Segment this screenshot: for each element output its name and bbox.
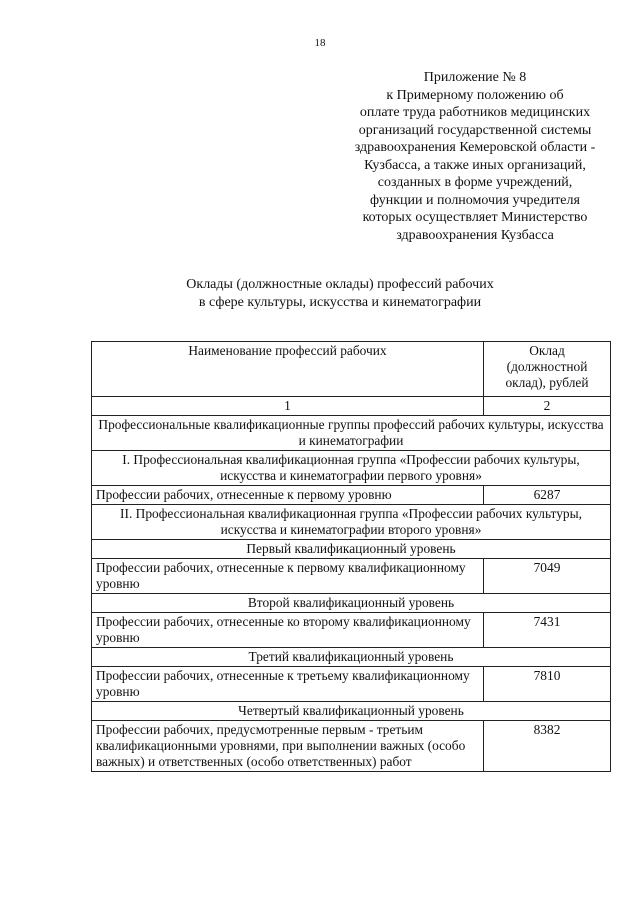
appendix-line: которых осуществляет Министерство: [362, 210, 588, 225]
profession-name: Профессии рабочих, отнесенные к первому квалификационному уровню: [92, 559, 484, 594]
table-row: [92, 667, 611, 702]
appendix-line: к Примерному положению об: [386, 87, 564, 103]
profession-name: Профессии рабочих, отнесенные к первому уровню: [92, 486, 484, 505]
group2-title-row: [92, 505, 611, 540]
appendix-line: Приложение № 8: [423, 70, 527, 85]
column-number-row: [92, 397, 611, 416]
level-row: [92, 540, 611, 559]
table-header-row: [92, 342, 611, 397]
qualification-level: Четвертый квалификационный уровень: [92, 702, 611, 721]
group2-title: II. Профессиональная квалификационная группа «Профессии рабочих культуры, искусства и кинематографии второго уровня»: [92, 505, 611, 540]
appendix-line: здравоохранения Кемеровской области -: [354, 140, 596, 155]
appendix-line: организаций государственной системы: [358, 122, 592, 138]
appendix-header: [330, 69, 620, 244]
salary-table: [91, 341, 611, 772]
salary-value: 7810: [484, 667, 611, 702]
qualification-level: Третий квалификационный уровень: [92, 648, 611, 667]
group-heading: Профессиональные квалификационные группы профессий рабочих культуры, искусства и кинематографии: [92, 416, 611, 451]
profession-name: Профессии рабочих, предусмотренные первым - третьим квалификационными уровнями, при выполнении важных (особо важных) и ответственных (особо ответственных) работ: [92, 721, 484, 772]
header-profession-name: Наименование профессий рабочих: [92, 342, 484, 397]
table-row: [92, 613, 611, 648]
table-row: [92, 559, 611, 594]
group-heading-row: [92, 416, 611, 451]
qualification-level: Первый квалификационный уровень: [92, 540, 611, 559]
appendix-line: созданных в форме учреждений,: [377, 175, 573, 190]
appendix-line: Кузбасса, а также иных организаций,: [364, 157, 586, 173]
salary-value: 8382: [484, 721, 611, 772]
header-salary: Оклад (должностной оклад), рублей: [484, 342, 611, 397]
table-row: [92, 486, 611, 505]
page-number: 18: [314, 37, 326, 49]
level-row: [92, 594, 611, 613]
profession-name: Профессии рабочих, отнесенные ко второму квалификационному уровню: [92, 613, 484, 648]
group1-title-row: [92, 451, 611, 486]
column-number: 2: [484, 397, 611, 416]
qualification-level: Второй квалификационный уровень: [92, 594, 611, 613]
group1-title: I. Профессиональная квалификационная группа «Профессии рабочих культуры, искусства и кинематографии первого уровня»: [92, 451, 611, 486]
profession-name: Профессии рабочих, отнесенные к третьему квалификационному уровню: [92, 667, 484, 702]
column-number: 1: [92, 397, 484, 416]
document-title: [0, 276, 640, 312]
level-row: [92, 702, 611, 721]
appendix-line: здравоохранения Кузбасса: [396, 227, 554, 243]
document-title-line: в сфере культуры, искусства и кинематографии: [198, 295, 482, 310]
appendix-line: оплате труда работников медицинских: [359, 105, 591, 120]
salary-value: 7049: [484, 559, 611, 594]
document-title-line: Оклады (должностные оклады) профессий рабочих: [186, 277, 494, 292]
appendix-line: функции и полномочия учредителя: [370, 192, 580, 208]
salary-value: 7431: [484, 613, 611, 648]
level-row: [92, 648, 611, 667]
salary-value: 6287: [484, 486, 611, 505]
table-row: [92, 721, 611, 772]
